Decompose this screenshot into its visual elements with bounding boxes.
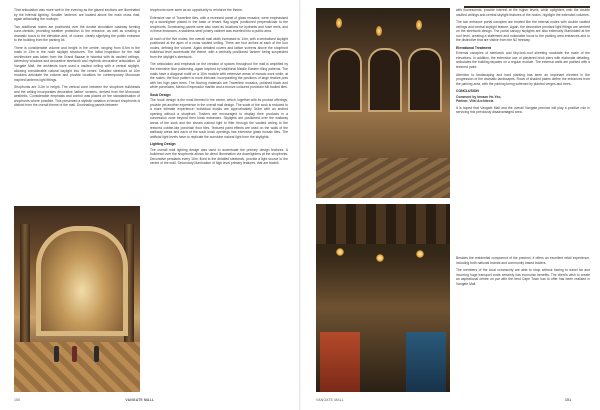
right-column-1 bbox=[456, 8, 590, 118]
stall-shape bbox=[406, 332, 446, 392]
left-column-2 bbox=[150, 8, 288, 169]
page-number: 150 bbox=[14, 398, 21, 402]
floor-pattern bbox=[316, 158, 450, 198]
lamp-shape bbox=[376, 254, 384, 262]
paragraph: At each of the five nodes, the overall mall width increased to 14m, with a centralised skylight positioned at the apex of a cross vaulted ceiling. There are four arches at each of the four nodes, defining the volume. Again detailed covers and lattice screens above the shopfront bulkhead level accentuate the theme, with a centrally positioned 'lantern' being suspended from the skylight's steelwork. bbox=[150, 36, 288, 59]
paragraph: There is considerable volume and height in the centre, ranging from 8.5m in the malls to 13m in the node skylight structures. The initial inspiration for the mall architecture was taken from the Grand Bazaar in Istanbul with its vaulted ceilings, clerestory windows and decorative steelwork and rhythmic decorative articulation. At Vangate Mall, the architects have used a vaulted ceiling with a central skylight, allowing considerable natural daylight into the centre. Detailed steelwork at 10m modules articulate the volume and provide locations for contemporary Moroccan inspired lanterns light fittings. bbox=[14, 45, 140, 82]
souk-photo bbox=[316, 204, 450, 392]
lamp-shape bbox=[336, 248, 344, 256]
section-heading: Elevational Treatment bbox=[456, 45, 492, 50]
running-head: VANGATE MALL bbox=[316, 398, 344, 402]
section-heading: Lighting Design bbox=[150, 142, 176, 147]
lamp-shape bbox=[416, 250, 424, 258]
person-figure bbox=[54, 346, 59, 362]
lantern-shape bbox=[336, 18, 342, 28]
person-figure bbox=[72, 346, 77, 362]
right-footer bbox=[316, 398, 581, 402]
right-column-2 bbox=[456, 256, 590, 289]
paragraph: That articulation was more well in the evening as the glazed sections are illuminated by the internal lighting. Smaller 'lanterns' are located above the main cross mall, again articulating the rooftops. bbox=[14, 8, 140, 22]
left-footer bbox=[14, 398, 164, 402]
paragraph: The members of the local community are able to shop without having to travel far and incurring huge transport costs certainly has economic benefits. The client's wish to create an aspirational centre on par with the best Cape Town has to offer has been realised in Vangate Mall. bbox=[456, 268, 590, 286]
section-heading: Souk Design bbox=[150, 92, 171, 97]
arch-shape bbox=[408, 48, 442, 112]
arcade-photo bbox=[14, 206, 140, 392]
paragraph: with fluorescents, provide interest at the higher levels, while uplighters onto the double vaulted ceilings and central skylight features of the nodes, highlight the extended volumes. bbox=[456, 8, 590, 17]
paragraph: The articulation and emphasis on the creation of spaces throughout the mall is amplified by the extensive floor patterning, again inspired by traditional Middle Eastern tiling patterns. The malls have a diagonal motif on a 10m module with extensive areas of mosaic work while, at the nodes, the floor pattern is more intricate, incorporating the positions of large feature pots with fan high palm trees. The flooring materials are Travertine mosaics, polished black and white porcelains, Mexico Emperador marble and a bronze coloured porcelain full bodied tiles. bbox=[150, 62, 288, 90]
paragraph: Extensive use of Travertine tiles, with a recessed panel of glass mosaics, were emphasised by a downlighter placed in the base of tenant 'flag signs' positioned perpendicular to the shopfronts. Dominating panels were also used as locations for hydrants and hose reels, and in these instances, a stainless steel joinery cabinet was inserted into a public area. bbox=[150, 15, 288, 34]
attribution: Comment by Imraan He-Yeo, bbox=[456, 94, 502, 99]
paragraph: Besides the residential component of the precinct, it offers an excellent retail experience, including both national brands and community based traders. bbox=[456, 256, 590, 265]
ceiling-pattern bbox=[316, 204, 450, 244]
paragraph: The 'souk' design is the most themed in the centre, which, together with its product offerings, provide yet another experience in the overall mall design. The scale of the souk is reduced to a more intimate experience: individual kiosks are approximately 3x3m with an arched opening without a shopfront. Traders are encouraged to display their products in a concession zone beyond their kiosk entrances. Skylights are positioned over the walkway areas of the souk and the shears natural light to filter through the vaulted ceiling to the textured cobble-like porcelain floor tiles. Textured paint effects are used on the walls of the walkway areas and each of the souk kiosk openings has extensive glass mosaic tiles. The artificial light levels have to replicate the sunshine natural light from the skylights. bbox=[150, 98, 288, 139]
page-number: 151 bbox=[564, 398, 572, 402]
courtyard-photo bbox=[316, 8, 450, 198]
arch-shape bbox=[36, 226, 128, 336]
paragraph: The two entrance portal canopies are treated like the internal nodes with double vaulted ceilings and central skylight feature. Again, the decorative pendant light fittings are centred on the steelwork design. The portal canopy skylights are also externally illuminated at the roof level, creating a statement and noticeable focus to the parking area entrances and to the distinctive that are visible from the N2 freeway. bbox=[456, 20, 590, 43]
right-page bbox=[300, 0, 600, 410]
lantern-shape bbox=[376, 26, 382, 36]
section-heading: CONCLUSION bbox=[456, 89, 479, 94]
attribution: Partner, Vitel Architects bbox=[456, 99, 494, 104]
arch-shape bbox=[368, 48, 402, 112]
paragraph: Attention to landscaping and hard planting has been an important element in the progression of the dramatic landscapes. Rows of shaded palms define the entrances from the parking area, with the parking being softened by planted verges and trees. bbox=[456, 72, 590, 86]
running-head: VANGATE MALL bbox=[125, 398, 155, 402]
stall-shape bbox=[320, 332, 360, 392]
paragraph: It is hoped that Vangate Mall and the overall Vangate precinct will play a positive role in servicing this previously disadvantaged area. bbox=[456, 105, 590, 115]
person-figure bbox=[94, 346, 99, 362]
paragraph: External canopies of steelwork and tiby-look-roof sheeting modulate the scale of the elevations. In addition, the extensive use of plastered brick piers with elaborate detailing, articulates the building façades on a regular module. The external walls are painted with a textured paint. bbox=[456, 51, 590, 70]
left-column-1 bbox=[14, 8, 140, 111]
paragraph: Shopfronts are 3.2m in height. The vertical zone between the shopfront bulkheads and the ceiling incorporates decorative 'lattice' screens, derived from the Moroccan aesthetic. Considerable emphasis and control was placed on the standardisation of shopfronts where possible. This presented a stylistic variation in tenant shopfronts is distinct from the overall theme of the mall. Dominating panels between bbox=[14, 85, 140, 108]
lantern-shape bbox=[416, 20, 422, 30]
paragraph: The overall mall lighting design was used to accentuate the primary design features. A bulkhead over the shopfronts allows for direct illumination via downlighters at the shopfronts. Decorative pendants every 10m, fixed to the detailed steelwork, provide a light source to the centre of the mall. Secondary illumination of high level primary features, that are backlit bbox=[150, 147, 288, 166]
paragraph: shopfronts were seen as an opportunity to reinforce the theme. bbox=[150, 8, 243, 12]
paragraph: Two additional nodes are positioned over the double circulation roadway forming cone-clerkids, providing weather protection to the entrance, as well as creating a dramatic focus to the elevation and, of course, clearly signifying the public entrance to the building from the parking lot. bbox=[14, 24, 140, 43]
floor-pattern bbox=[14, 342, 140, 392]
arch-shape bbox=[328, 48, 362, 112]
